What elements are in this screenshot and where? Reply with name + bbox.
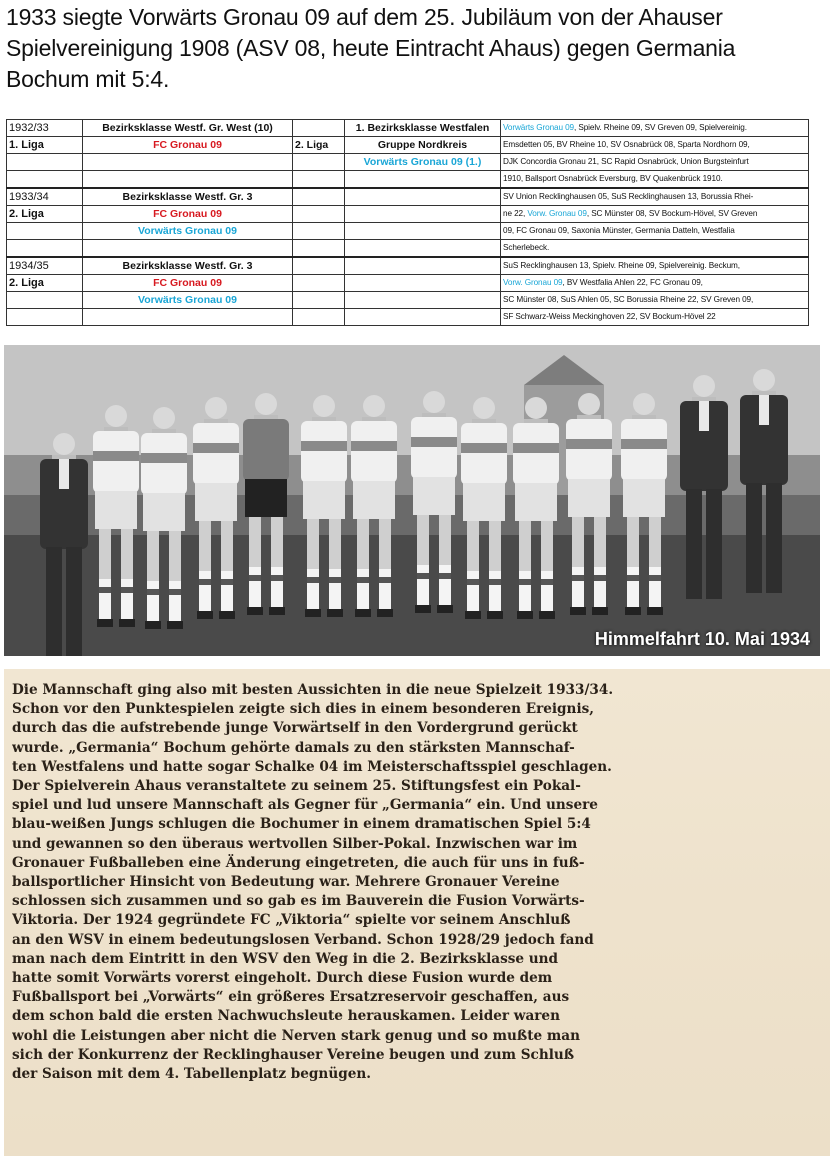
player-shirt-stripe xyxy=(411,437,457,447)
table-cell-teams xyxy=(501,240,809,258)
table-cell-teams xyxy=(501,223,809,240)
player-head xyxy=(693,375,715,397)
player-sock-left xyxy=(467,571,479,613)
player-sock-band xyxy=(572,575,584,581)
player-shirt-front xyxy=(699,401,709,431)
table-row xyxy=(7,137,809,154)
table-cell-c0: 1934/35 xyxy=(7,257,83,275)
player-sock-right xyxy=(649,567,661,609)
caption-line-2: Spielvereinigung 1908 (ASV 08, heute Eintracht Ahaus) gegen Germania xyxy=(6,35,736,61)
table-cell-c2 xyxy=(293,292,345,309)
table-cell-c2 xyxy=(293,309,345,326)
player-leg-left xyxy=(307,519,319,569)
player-trouser-left xyxy=(746,483,762,593)
player-boot-right xyxy=(437,605,453,613)
player-sock-left xyxy=(199,571,211,613)
photo-caption: Himmelfahrt 10. Mai 1934 xyxy=(594,629,810,649)
clipping-line: Gronauer Fußballeben eine Änderung eingetreten, die auch für uns in fuß- xyxy=(12,854,585,871)
clipping-line: sich der Konkurrenz der Recklinghauser Vereine beugen und zum Schluß xyxy=(12,1046,575,1063)
table-cell-c1: FC Gronau 09 xyxy=(83,206,293,223)
player-leg-right xyxy=(329,519,341,569)
table-cell-teams xyxy=(501,257,809,275)
player-sock-band xyxy=(329,577,341,583)
table-row xyxy=(7,257,809,275)
caption-line-1: 1933 siegte Vorwärts Gronau 09 auf dem 25. Jubiläum von der Ahauser xyxy=(6,4,723,30)
table-cell-c3 xyxy=(345,240,501,258)
player-boot-left xyxy=(415,605,431,613)
player-sock-band xyxy=(199,579,211,585)
player-sock-left xyxy=(357,569,369,611)
player-sock-band xyxy=(121,587,133,593)
teams-text: SF Schwarz-Weiss Meckinghoven 22, SV Bockum-Hövel 22 xyxy=(503,312,716,321)
player-shirt-stripe xyxy=(141,453,187,463)
player-shirt-stripe xyxy=(513,443,559,453)
player-head xyxy=(363,395,385,417)
player-leg-right xyxy=(541,521,553,571)
teams-text: SV Union Recklinghausen 05, SuS Recklinghausen 13, Borussia Rhei- xyxy=(503,192,754,201)
table-cell-c0: 1933/34 xyxy=(7,188,83,206)
table-cell-c1 xyxy=(83,240,293,258)
table-cell-c1 xyxy=(83,309,293,326)
player-shirt xyxy=(243,419,289,481)
player-head xyxy=(153,407,175,429)
table-cell-c0 xyxy=(7,292,83,309)
table-cell-c3 xyxy=(345,309,501,326)
clipping-line: der Saison mit dem 4. Tabellenplatz begnügen. xyxy=(12,1066,371,1083)
table-cell-teams xyxy=(501,171,809,189)
player-boot-right xyxy=(327,609,343,617)
clipping-line: und gewannen so den überaus wertvollen Silber-Pokal. Inzwischen war im xyxy=(12,835,578,852)
player-head xyxy=(105,405,127,427)
player-boot-right xyxy=(119,619,135,627)
clipping-line: blau-weißen Jungs schlugen die Bochumer in einem dramatischen Spiel 5:4 xyxy=(12,816,591,833)
player-boot-left xyxy=(517,611,533,619)
table-cell-c1: Bezirksklasse Westf. Gr. 3 xyxy=(83,188,293,206)
player-shorts xyxy=(463,483,505,521)
player-leg-right xyxy=(121,529,133,579)
player-sock-band xyxy=(249,575,261,581)
table-row xyxy=(7,309,809,326)
player-boot-left xyxy=(465,611,481,619)
teams-text: Emsdetten 05, BV Rheine 10, SV Osnabrück 08, Sparta Nordhorn 09, xyxy=(503,140,750,149)
player-sock-right xyxy=(489,571,501,613)
table-cell-c2 xyxy=(293,171,345,189)
player-leg-left xyxy=(199,521,211,571)
player-sock-left xyxy=(147,581,159,623)
teams-text: 09, FC Gronau 09, Saxonia Münster, Germania Datteln, Westfalia xyxy=(503,226,735,235)
player-boot-right xyxy=(167,621,183,629)
player-leg-right xyxy=(271,517,283,567)
teams-text: , Spielv. Rheine 09, SV Greven 09, Spielvereinig. xyxy=(574,123,747,132)
player-trouser-left xyxy=(686,489,702,599)
table-cell-teams xyxy=(501,292,809,309)
team-photo xyxy=(4,345,820,656)
table-cell-c2 xyxy=(293,206,345,223)
clipping-line: an den WSV in einem bedeutungslosen Verband. Schon 1928/29 jedoch fand xyxy=(12,931,594,948)
player-shorts xyxy=(195,483,237,521)
player-leg-left xyxy=(417,515,429,565)
player-shirt-stripe xyxy=(301,441,347,451)
player-shirt-stripe xyxy=(621,439,667,449)
player-head xyxy=(753,369,775,391)
player-sock-right xyxy=(121,579,133,621)
table-cell-teams xyxy=(501,154,809,171)
player-shirt-stripe xyxy=(193,443,239,453)
table-cell-c0 xyxy=(7,171,83,189)
player-sock-right xyxy=(439,565,451,607)
player-trouser-left xyxy=(46,547,62,656)
player-sock-right xyxy=(169,581,181,623)
table-cell-c3 xyxy=(345,275,501,292)
player-leg-right xyxy=(594,517,606,567)
player-sock-band xyxy=(627,575,639,581)
player-head xyxy=(205,397,227,419)
player-shirt-stripe xyxy=(461,443,507,453)
page-caption xyxy=(6,2,831,95)
clipping-line: Die Mannschaft ging also mit besten Aussichten in die neue Spielzeit 1933/34. xyxy=(12,682,614,698)
player-boot-right xyxy=(647,607,663,615)
table-cell-c2 xyxy=(293,120,345,137)
table-cell-c3: Gruppe Nordkreis xyxy=(345,137,501,154)
table-cell-c2 xyxy=(293,188,345,206)
clipping-line: durch das die aufstrebende junge Vorwärtself in den Vordergrund gerückt xyxy=(12,720,578,737)
clipping-line: man nach dem Eintritt in den WSV den Weg in die 2. Bezirksklasse und xyxy=(12,950,559,967)
player-boot-right xyxy=(219,611,235,619)
table-cell-c1: Vorwärts Gronau 09 xyxy=(83,223,293,240)
player-leg-left xyxy=(572,517,584,567)
newspaper-clipping xyxy=(4,669,830,1156)
player-sock-band xyxy=(99,587,111,593)
player-sock-band xyxy=(541,579,553,585)
player-sock-band xyxy=(489,579,501,585)
table-cell-c2 xyxy=(293,240,345,258)
player-sock-band xyxy=(519,579,531,585)
table-cell-c2 xyxy=(293,275,345,292)
player-shirt xyxy=(513,423,559,485)
player-sock-left xyxy=(519,571,531,613)
player-sock-band xyxy=(271,575,283,581)
player-shirt xyxy=(193,423,239,485)
table-cell-c1 xyxy=(83,171,293,189)
player-sock-band xyxy=(439,573,451,579)
player-shirt-stripe xyxy=(93,451,139,461)
player-shirt-stripe xyxy=(566,439,612,449)
player-shorts xyxy=(515,483,557,521)
player-leg-right xyxy=(439,515,451,565)
player-shorts xyxy=(413,477,455,515)
table-cell-teams xyxy=(501,137,809,154)
player-leg-left xyxy=(357,519,369,569)
teams-text: DJK Concordia Gronau 21, SC Rapid Osnabrück, Union Burgsteinfurt xyxy=(503,157,749,166)
table-cell-c0 xyxy=(7,154,83,171)
teams-text-prefix: ne 22, xyxy=(503,209,528,218)
table-cell-c2 xyxy=(293,223,345,240)
table-cell-c2: 2. Liga xyxy=(293,137,345,154)
player-sock-left xyxy=(417,565,429,607)
teams-highlight: Vorw. Gronau 09 xyxy=(503,278,563,287)
table-row xyxy=(7,292,809,309)
table-cell-teams xyxy=(501,206,809,223)
table-cell-c1: Bezirksklasse Westf. Gr. 3 xyxy=(83,257,293,275)
player-leg-left xyxy=(519,521,531,571)
player-shirt-stripe xyxy=(351,441,397,451)
teams-text: SuS Recklinghausen 13, Spielv. Rheine 09, Spielvereinig. Beckum, xyxy=(503,261,740,270)
clipping-line: schlossen sich zusammen und so gab es im Bauverein die Fusion Vorwärts- xyxy=(12,893,585,910)
player-leg-left xyxy=(467,521,479,571)
player-shirt-front xyxy=(59,459,69,489)
teams-highlight: Vorwärts Gronau 09 xyxy=(503,123,575,132)
player-boot-left xyxy=(570,607,586,615)
player-shirt xyxy=(141,433,187,495)
player-shorts xyxy=(568,479,610,517)
player-head xyxy=(633,393,655,415)
player-sock-band xyxy=(169,589,181,595)
table-cell-teams xyxy=(501,120,809,137)
table-cell-teams xyxy=(501,275,809,292)
player-sock-right xyxy=(379,569,391,611)
player-shirt-front xyxy=(759,395,769,425)
player-shirt xyxy=(301,421,347,483)
player-boot-left xyxy=(355,609,371,617)
player-head xyxy=(255,393,277,415)
player-sock-right xyxy=(541,571,553,613)
table-cell-c3 xyxy=(345,171,501,189)
player-sock-right xyxy=(329,569,341,611)
player-shorts xyxy=(353,481,395,519)
clipping-line: wurde. „Germania“ Bochum gehörte damals zu den stärksten Mannschaf- xyxy=(12,739,575,756)
clipping-line: Der Spielverein Ahaus veranstaltete zu seinem 25. Stiftungsfest ein Pokal- xyxy=(12,778,581,795)
player-sock-right xyxy=(271,567,283,609)
player-trouser-right xyxy=(706,489,722,599)
player-head xyxy=(423,391,445,413)
player-boot-right xyxy=(487,611,503,619)
table-cell-c0 xyxy=(7,240,83,258)
table-cell-c0: 2. Liga xyxy=(7,275,83,292)
player-sock-left xyxy=(99,579,111,621)
player-boot-right xyxy=(539,611,555,619)
player-head xyxy=(53,433,75,455)
player-leg-right xyxy=(169,531,181,581)
player-sock-band xyxy=(221,579,233,585)
player-boot-left xyxy=(197,611,213,619)
table-cell-c3 xyxy=(345,292,501,309)
player-head xyxy=(578,393,600,415)
player-shirt xyxy=(411,417,457,479)
player-sock-band xyxy=(649,575,661,581)
clipping-line: ten Westfalens und hatte sogar Schalke 04 im Meisterschaftsspiel geschlagen. xyxy=(12,758,612,775)
table-cell-c3 xyxy=(345,188,501,206)
player-head xyxy=(313,395,335,417)
table-cell-c2 xyxy=(293,257,345,275)
table-row xyxy=(7,120,809,137)
table-cell-c0: 2. Liga xyxy=(7,206,83,223)
clipping-text xyxy=(12,681,822,1084)
table-row xyxy=(7,188,809,206)
player-boot-right xyxy=(592,607,608,615)
caption-line-3: Bochum mit 5:4. xyxy=(6,66,170,92)
table-cell-c3: Vorwärts Gronau 09 (1.) xyxy=(345,154,501,171)
player-boot-left xyxy=(145,621,161,629)
player-sock-right xyxy=(221,571,233,613)
teams-text: 1910, Ballsport Osnabrück Eversburg, BV Quakenbrück 1910. xyxy=(503,174,723,183)
clipping-line: Schon vor den Punktespielen zeigte sich dies in einem besonderen Ereignis, xyxy=(12,701,594,718)
table-cell-c0: 1. Liga xyxy=(7,137,83,154)
player-boot-left xyxy=(305,609,321,617)
table-cell-c1: Vorwärts Gronau 09 xyxy=(83,292,293,309)
player-sock-band xyxy=(417,573,429,579)
table-cell-c3 xyxy=(345,257,501,275)
teams-text: Scherlebeck. xyxy=(503,243,550,252)
player-shirt xyxy=(566,419,612,481)
table-row xyxy=(7,154,809,171)
table-row xyxy=(7,206,809,223)
table-cell-c1: FC Gronau 09 xyxy=(83,275,293,292)
player-leg-left xyxy=(627,517,639,567)
table-cell-c1: FC Gronau 09 xyxy=(83,137,293,154)
table-cell-teams xyxy=(501,309,809,326)
clipping-line: spiel und lud unsere Mannschaft als Gegner für „Germania“ ein. Und unsere xyxy=(12,797,598,814)
table-row xyxy=(7,275,809,292)
teams-text: SC Münster 08, SuS Ahlen 05, SC Borussia Rheine 22, SV Greven 09, xyxy=(503,295,754,304)
clipping-line: wohl die Leistungen aber nicht die Nerven stark genug und so mußte man xyxy=(12,1027,580,1044)
clipping-line: ballsportlicher Hinsicht von Bedeutung war. Mehrere Gronauer Vereine xyxy=(12,874,560,891)
table-cell-c3 xyxy=(345,206,501,223)
player-shorts xyxy=(95,491,137,529)
table-row xyxy=(7,223,809,240)
team-photo-image xyxy=(4,345,820,656)
player-leg-left xyxy=(147,531,159,581)
player-trouser-right xyxy=(66,547,82,656)
player-leg-right xyxy=(489,521,501,571)
player-shorts xyxy=(245,479,287,517)
player-sock-band xyxy=(147,589,159,595)
clipping-line: dem schon bald die ersten Nachwuchsleute herauskamen. Leider waren xyxy=(12,1008,560,1025)
table-cell-c3 xyxy=(345,223,501,240)
table-cell-teams xyxy=(501,188,809,206)
table-cell-c1 xyxy=(83,154,293,171)
player-sock-band xyxy=(594,575,606,581)
player-sock-right xyxy=(594,567,606,609)
player-boot-left xyxy=(97,619,113,627)
player-boot-left xyxy=(247,607,263,615)
player-sock-band xyxy=(357,577,369,583)
player-sock-left xyxy=(627,567,639,609)
player-boot-right xyxy=(377,609,393,617)
player-shorts xyxy=(303,481,345,519)
table-cell-c0 xyxy=(7,223,83,240)
player-leg-right xyxy=(649,517,661,567)
player-boot-right xyxy=(269,607,285,615)
clipping-line: Viktoria. Der 1924 gegründete FC „Viktoria“ spielte vor seinem Anschluß xyxy=(12,912,571,929)
teams-text: , BV Westfalia Ahlen 22, FC Gronau 09, xyxy=(562,278,703,287)
player-shorts xyxy=(143,493,185,531)
player-head xyxy=(525,397,547,419)
player-leg-right xyxy=(221,521,233,571)
table-cell-c3: 1. Bezirksklasse Westfalen xyxy=(345,120,501,137)
clipping-line: hatte somit Vorwärts vorerst eingeholt. Durch diese Fusion wurde dem xyxy=(12,970,553,987)
player-shorts xyxy=(623,479,665,517)
player-trouser-right xyxy=(766,483,782,593)
teams-text: , SC Münster 08, SV Bockum-Hövel, SV Greven xyxy=(586,209,758,218)
table-cell-c0 xyxy=(7,309,83,326)
player-shirt xyxy=(461,423,507,485)
player-sock-left xyxy=(572,567,584,609)
player-leg-left xyxy=(99,529,111,579)
player-leg-left xyxy=(249,517,261,567)
player-sock-left xyxy=(249,567,261,609)
clipping-line: Fußballsport bei „Vorwärts“ ein größeres Ersatzreservoir geschaffen, aus xyxy=(12,989,570,1006)
table-cell-c1: Bezirksklasse Westf. Gr. West (10) xyxy=(83,120,293,137)
player-shirt xyxy=(351,421,397,483)
player-boot-left xyxy=(625,607,641,615)
player-shirt xyxy=(621,419,667,481)
league-table xyxy=(6,119,809,326)
player-leg-right xyxy=(379,519,391,569)
player-sock-band xyxy=(467,579,479,585)
player-head xyxy=(473,397,495,419)
teams-highlight: Vorw. Gronau 09 xyxy=(527,209,587,218)
table-cell-c0: 1932/33 xyxy=(7,120,83,137)
player-sock-left xyxy=(307,569,319,611)
player-sock-band xyxy=(379,577,391,583)
table-row xyxy=(7,240,809,258)
table-row xyxy=(7,171,809,189)
table-cell-c2 xyxy=(293,154,345,171)
player-shirt xyxy=(93,431,139,493)
player-sock-band xyxy=(307,577,319,583)
